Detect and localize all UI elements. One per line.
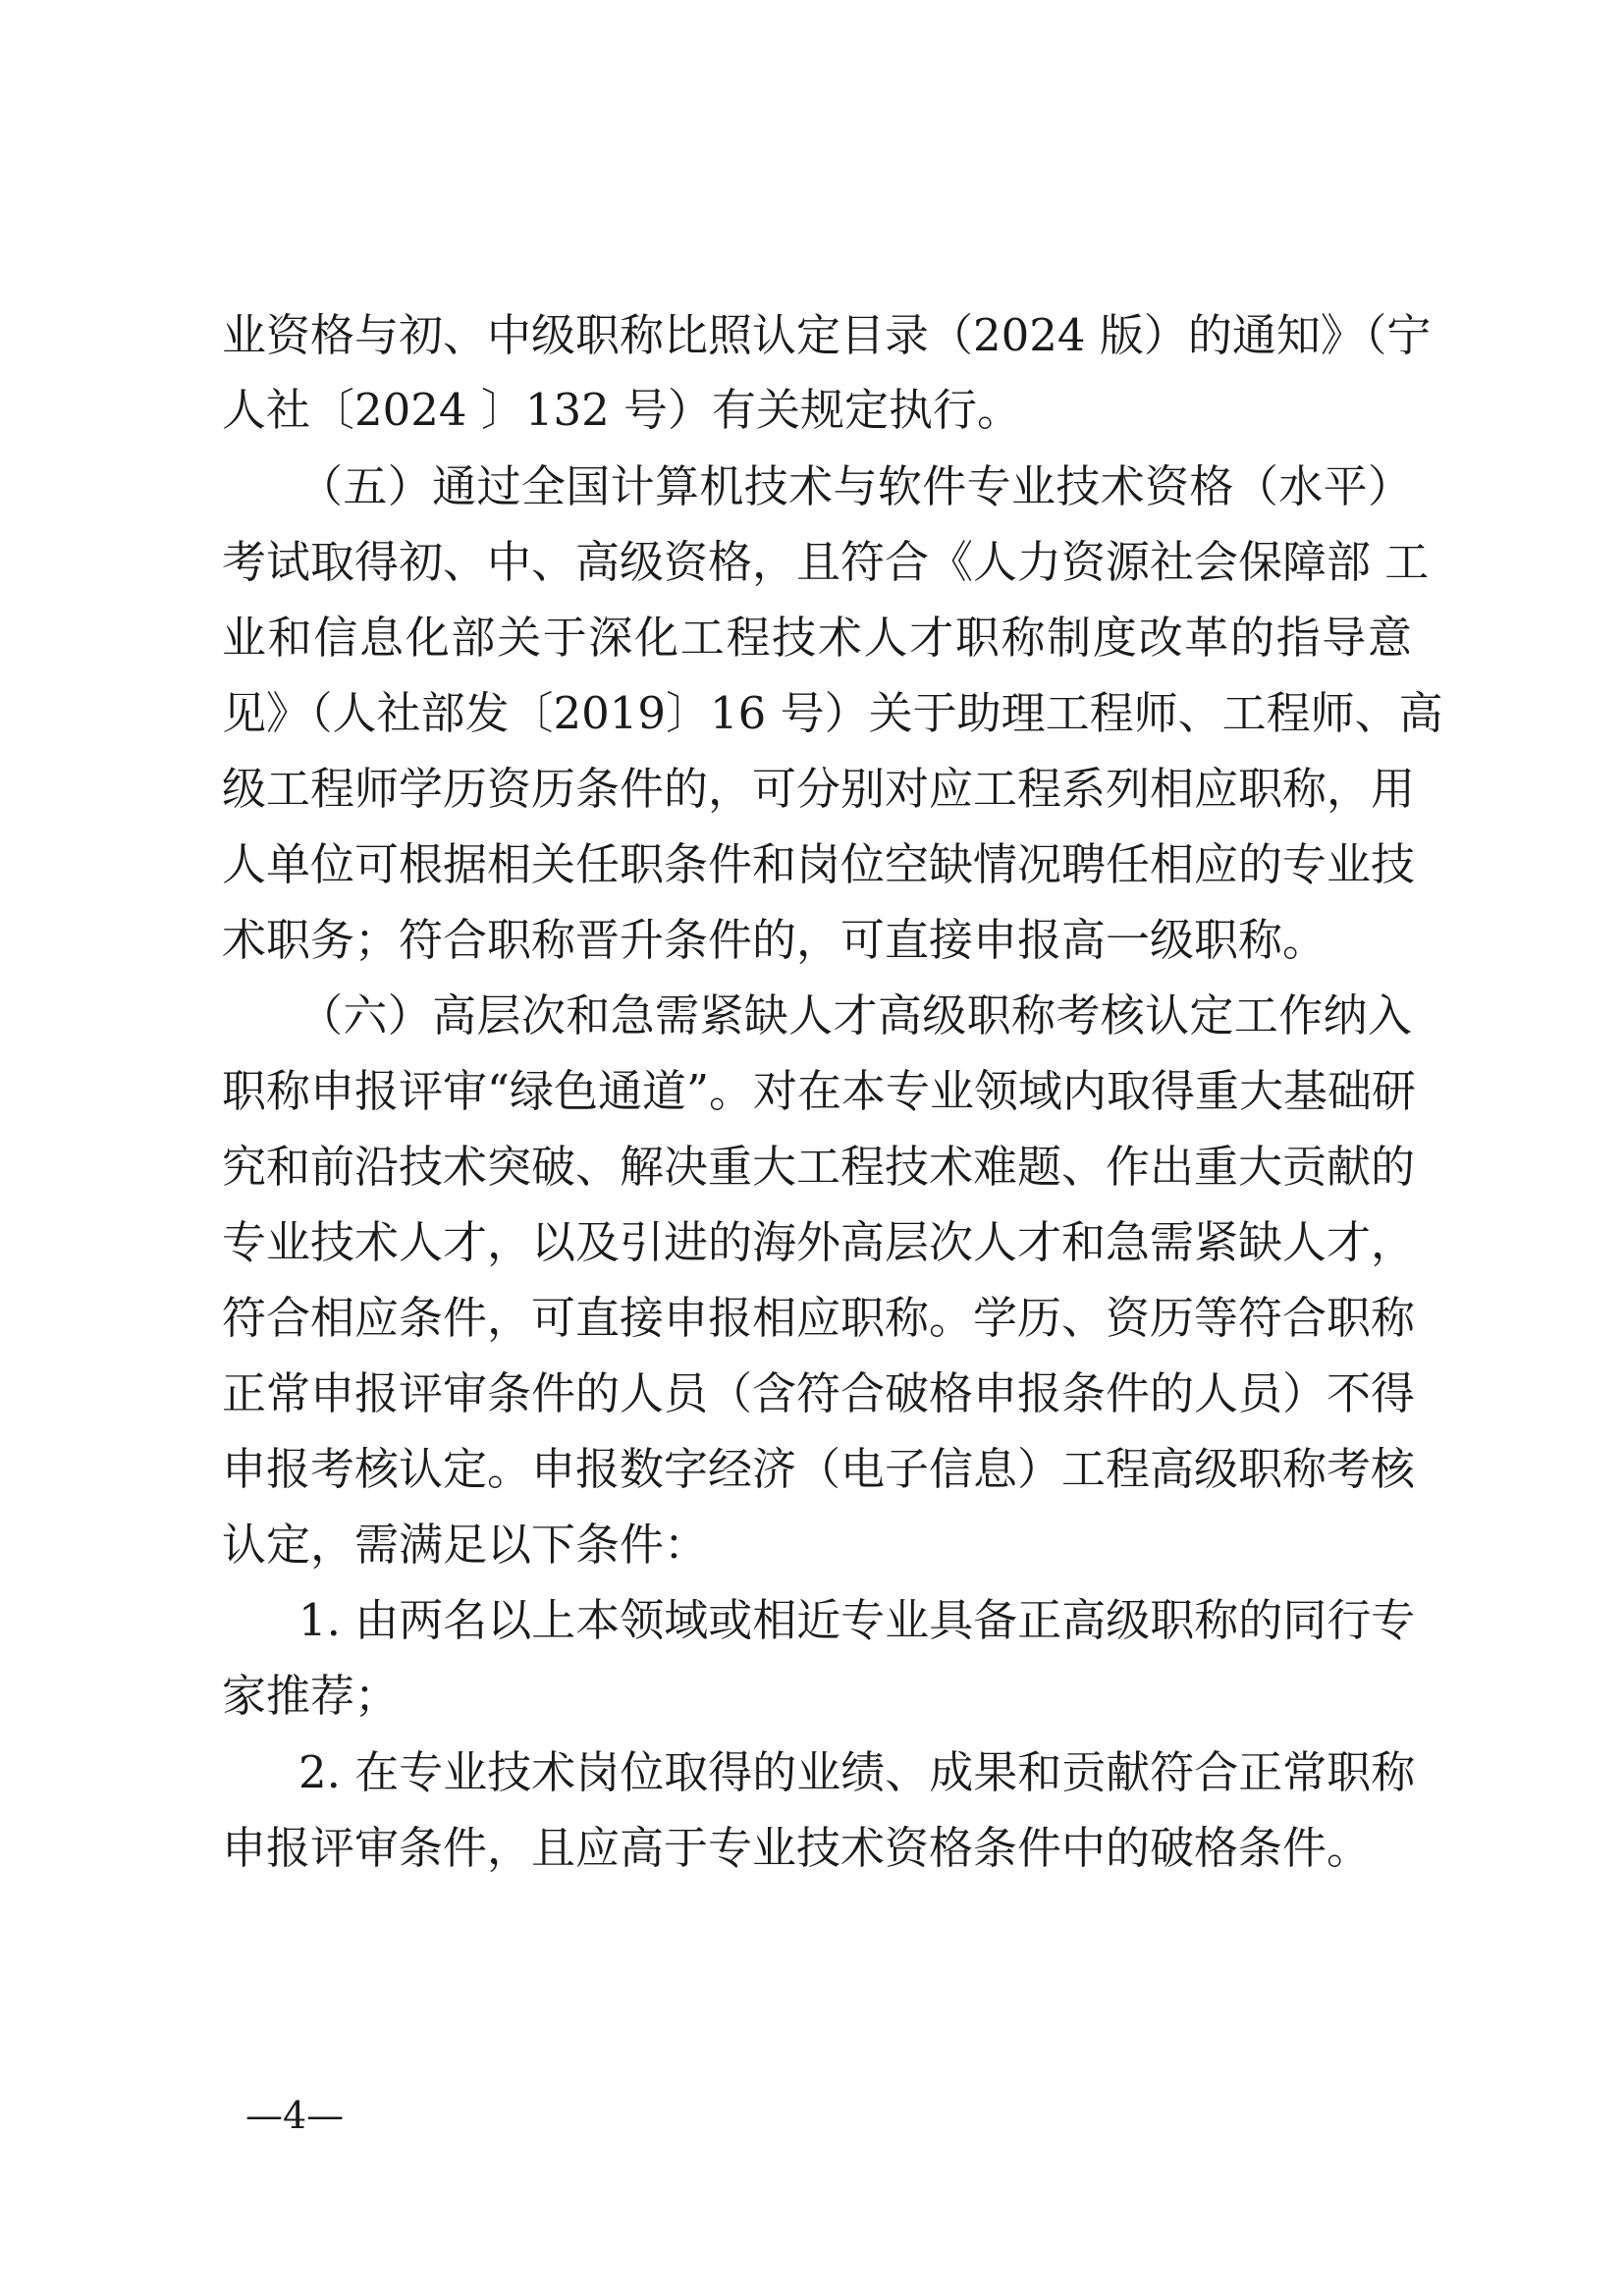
list-item-one: 1. 由两名以上本领域或相近专业具备正高级职称的同行专 [298,1594,1416,1646]
body-text-line: 职称申报评审“绿色通道”。对在本专业领域内取得重大基础研 [222,1065,1417,1117]
body-text-line: 考试取得初、中、高级资格，且符合《人力资源社会保障部 工 [222,536,1430,588]
body-text-line: 家推荐； [222,1670,400,1722]
page-number: —4— [245,2094,345,2137]
body-text-line: 专业技术人才，以及引进的海外高层次人才和急需紧缺人才， [222,1216,1416,1268]
body-text-line: 认定，需满足以下条件： [222,1519,709,1571]
body-text-line: 究和前沿技术突破、解决重大工程技术难题、作出重大贡献的 [222,1141,1416,1193]
body-text-line: 级工程师学历资历条件的，可分别对应工程系列相应职称，用 [222,763,1416,815]
body-text-line: 申报考核认定。申报数字经济（电子信息）工程高级职称考核 [222,1443,1416,1495]
paragraph-five-first-line: （五）通过全国计算机技术与软件专业技术资格（水平） [298,460,1412,512]
body-text-line: 见》（人社部发〔2019〕16 号）关于助理工程师、工程师、高 [222,687,1443,739]
body-text-line: 人社〔2024 〕132 号）有关规定执行。 [222,384,1022,436]
body-text-line: 业和信息化部关于深化工程技术人才职称制度改革的指导意 [222,612,1412,664]
body-text-line: 正常申报评审条件的人员（含符合破格申报条件的人员）不得 [222,1367,1416,1419]
body-text-line: 业资格与初、中级职称比照认定目录（2024 版）的通知》（宁 [222,309,1432,361]
body-text-line: 人单位可根据相关任职条件和岗位空缺情况聘任相应的专业技 [222,838,1416,890]
body-text-line: 申报评审条件，且应高于专业技术资格条件中的破格条件。 [222,1822,1372,1874]
body-text-line: 符合相应条件，可直接申报相应职称。学历、资历等符合职称 [222,1292,1416,1344]
list-item-two: 2. 在专业技术岗位取得的业绩、成果和贡献符合正常职称 [298,1746,1416,1798]
body-text-line: 术职务；符合职称晋升条件的，可直接申报高一级职称。 [222,914,1327,966]
paragraph-six-first-line: （六）高层次和急需紧缺人才高级职称考核认定工作纳入 [298,989,1412,1041]
